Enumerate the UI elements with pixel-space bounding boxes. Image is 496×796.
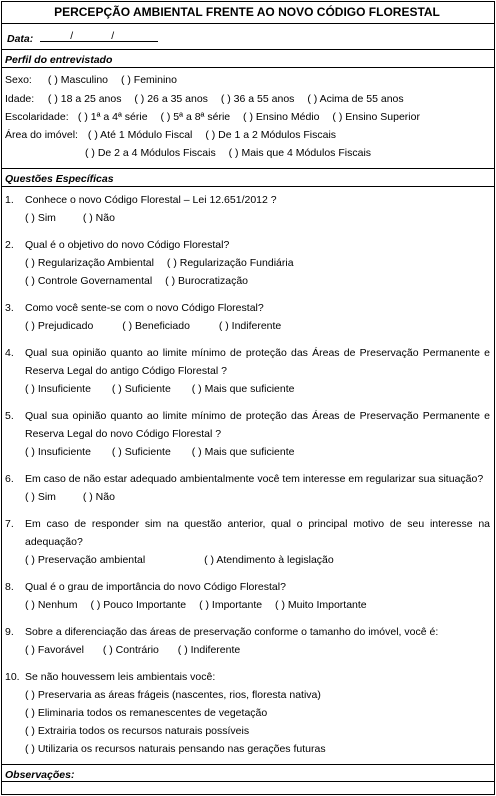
question-4-options <box>25 383 304 395</box>
divider <box>1 23 494 24</box>
question-number: 2. <box>5 239 14 251</box>
sex-label: Sexo: <box>5 74 32 86</box>
option-masculino[interactable]: ( ) Masculino <box>47 74 109 86</box>
area-row-2 <box>85 147 381 159</box>
option-edu-1-4[interactable]: ( ) 1ª a 4ª série <box>77 111 148 123</box>
date-field[interactable]: / / <box>40 31 158 42</box>
option-burocratizacao[interactable]: ( ) Burocratização <box>165 275 249 287</box>
questions-heading: Questões Específicas <box>5 173 114 185</box>
question-7-line-1 <box>5 518 490 530</box>
question-text: Como você sente-se com o novo Código Florestal? <box>25 302 264 314</box>
option-pouco-importante[interactable]: ( ) Pouco Importante <box>90 599 187 611</box>
option-edu-medio[interactable]: ( ) Ensino Médio <box>243 111 320 123</box>
question-text: Conhece o novo Código Florestal – Lei 12.651/2012 ? <box>25 194 277 206</box>
option-age-26-35[interactable]: ( ) 26 a 35 anos <box>134 93 208 105</box>
education-row <box>5 111 420 123</box>
question-4-line-2: Reserva Legal do antigo Código Florestal ? <box>25 365 227 377</box>
question-10 <box>5 671 215 683</box>
option-sim[interactable]: ( ) Sim <box>25 212 56 224</box>
option-indiferente[interactable]: ( ) Indiferente <box>218 320 282 332</box>
question-text: Qual é o grau de importância do novo Código Florestal? <box>25 581 286 593</box>
option-prejudicado[interactable]: ( ) Prejudicado <box>25 320 94 332</box>
option-preservacao-ambiental[interactable]: ( ) Preservação ambiental <box>25 554 146 566</box>
option-contrario[interactable]: ( ) Contrário <box>102 644 159 656</box>
option-age-36-55[interactable]: ( ) 36 a 55 anos <box>220 93 295 105</box>
question-number: 8. <box>5 581 14 593</box>
profile-heading: Perfil do entrevistado <box>5 54 113 66</box>
option-suficiente[interactable]: ( ) Suficiente <box>111 383 171 395</box>
question-text: Em caso de não estar adequado ambientalmente você tem interesse em regularizar sua situação? <box>25 473 484 485</box>
option-indiferente[interactable]: ( ) Indiferente <box>177 644 241 656</box>
option-feminino[interactable]: ( ) Feminino <box>120 74 177 86</box>
option-edu-superior[interactable]: ( ) Ensino Superior <box>332 111 420 123</box>
question-text: Se não houvessem leis ambientais você: <box>25 671 216 683</box>
question-text: Em caso de responder sim na questão anterior, qual o principal motivo de seu interesse na <box>25 518 490 530</box>
question-7-options <box>25 554 344 566</box>
question-3 <box>5 302 264 314</box>
divider <box>1 168 494 169</box>
question-9 <box>5 626 438 638</box>
question-number: 10. <box>5 671 20 683</box>
question-5-options <box>25 446 304 458</box>
divider <box>1 49 494 50</box>
option-controle-governamental[interactable]: ( ) Controle Governamental <box>25 275 153 287</box>
option-eliminaria[interactable]: ( ) Eliminaria todos os remanescentes de vegetação <box>25 707 268 719</box>
question-2 <box>5 239 229 251</box>
question-7-line-2: adequação? <box>25 536 83 548</box>
option-mais-que-suficiente[interactable]: ( ) Mais que suficiente <box>191 383 295 395</box>
divider <box>1 764 494 765</box>
option-area-mais-4[interactable]: ( ) Mais que 4 Módulos Fiscais <box>228 147 372 159</box>
age-label: Idade: <box>5 93 35 105</box>
option-beneficiado[interactable]: ( ) Beneficiado <box>122 320 190 332</box>
question-text: Qual é o objetivo do novo Código Florestal? <box>25 239 230 251</box>
divider <box>1 67 494 68</box>
question-number: 3. <box>5 302 14 314</box>
question-5-line-1 <box>5 410 490 422</box>
option-suficiente[interactable]: ( ) Suficiente <box>111 446 171 458</box>
option-area-ate-1[interactable]: ( ) Até 1 Módulo Fiscal <box>87 129 193 141</box>
question-2-options-row-2 <box>25 275 258 287</box>
sex-row <box>5 74 187 86</box>
option-nao[interactable]: ( ) Não <box>82 491 115 503</box>
education-label: Escolaridade: <box>5 111 69 123</box>
question-8 <box>5 581 286 593</box>
option-regularizacao-fundiaria[interactable]: ( ) Regularização Fundiária <box>166 257 294 269</box>
option-importante[interactable]: ( ) Importante <box>199 599 263 611</box>
option-favoravel[interactable]: ( ) Favorável <box>25 644 84 656</box>
question-number: 6. <box>5 473 14 485</box>
date-row <box>7 31 158 45</box>
age-row <box>5 93 404 105</box>
question-4-line-1 <box>5 347 490 359</box>
option-preservaria[interactable]: ( ) Preservaria as áreas frágeis (nascentes, rios, floresta nativa) <box>25 689 321 701</box>
observations-label: Observações: <box>5 769 75 781</box>
option-nenhum[interactable]: ( ) Nenhum <box>25 599 78 611</box>
question-8-options <box>25 599 367 611</box>
question-text: Qual sua opinião quanto ao limite mínimo de proteção das Áreas de Preservação Permanente e <box>25 410 490 422</box>
area-label: Área do imóvel: <box>5 129 78 141</box>
option-insuficiente[interactable]: ( ) Insuficiente <box>25 383 91 395</box>
question-3-options <box>25 320 291 332</box>
question-number: 1. <box>5 194 14 206</box>
question-number: 9. <box>5 626 14 638</box>
option-age-18-25[interactable]: ( ) 18 a 25 anos <box>47 93 122 105</box>
question-text: Sobre a diferenciação das áreas de preservação conforme o tamanho do imóvel, você é: <box>25 626 439 638</box>
question-number: 5. <box>5 410 14 422</box>
option-nao[interactable]: ( ) Não <box>82 212 115 224</box>
option-atendimento-legislacao[interactable]: ( ) Atendimento à legislação <box>204 554 334 566</box>
option-muito-importante[interactable]: ( ) Muito Importante <box>275 599 367 611</box>
question-number: 7. <box>5 518 14 530</box>
option-age-55-plus[interactable]: ( ) Acima de 55 anos <box>307 93 404 105</box>
option-sim[interactable]: ( ) Sim <box>25 491 56 503</box>
option-regularizacao-ambiental[interactable]: ( ) Regularização Ambiental <box>25 257 154 269</box>
question-5-line-2: Reserva Legal do novo Código Florestal ? <box>25 428 222 440</box>
question-6 <box>5 473 483 485</box>
form-title: PERCEPÇÃO AMBIENTAL FRENTE AO NOVO CÓDIGO FLORESTAL <box>54 5 440 19</box>
option-mais-que-suficiente[interactable]: ( ) Mais que suficiente <box>191 446 295 458</box>
question-1 <box>5 194 277 206</box>
option-area-1-2[interactable]: ( ) De 1 a 2 Módulos Fiscais <box>205 129 337 141</box>
divider <box>1 186 494 187</box>
option-insuficiente[interactable]: ( ) Insuficiente <box>25 446 91 458</box>
date-label: Data: <box>7 33 34 45</box>
area-row-1 <box>5 129 346 141</box>
question-1-options <box>25 212 125 224</box>
question-number: 4. <box>5 347 14 359</box>
question-text: Qual sua opinião quanto ao limite mínimo de proteção das Áreas de Preservação Permanente e <box>25 347 490 359</box>
option-extrairia[interactable]: ( ) Extrairia todos os recursos naturais possíveis <box>25 725 250 737</box>
question-2-options-row-1 <box>25 257 304 269</box>
question-9-options <box>25 644 250 656</box>
option-utilizaria[interactable]: ( ) Utilizaria os recursos naturais pensando nas gerações futuras <box>25 743 326 755</box>
option-edu-5-8[interactable]: ( ) 5ª a 8ª série <box>160 111 231 123</box>
option-area-2-4[interactable]: ( ) De 2 a 4 Módulos Fiscais <box>85 147 216 159</box>
divider <box>1 781 494 782</box>
question-6-options <box>25 491 125 503</box>
